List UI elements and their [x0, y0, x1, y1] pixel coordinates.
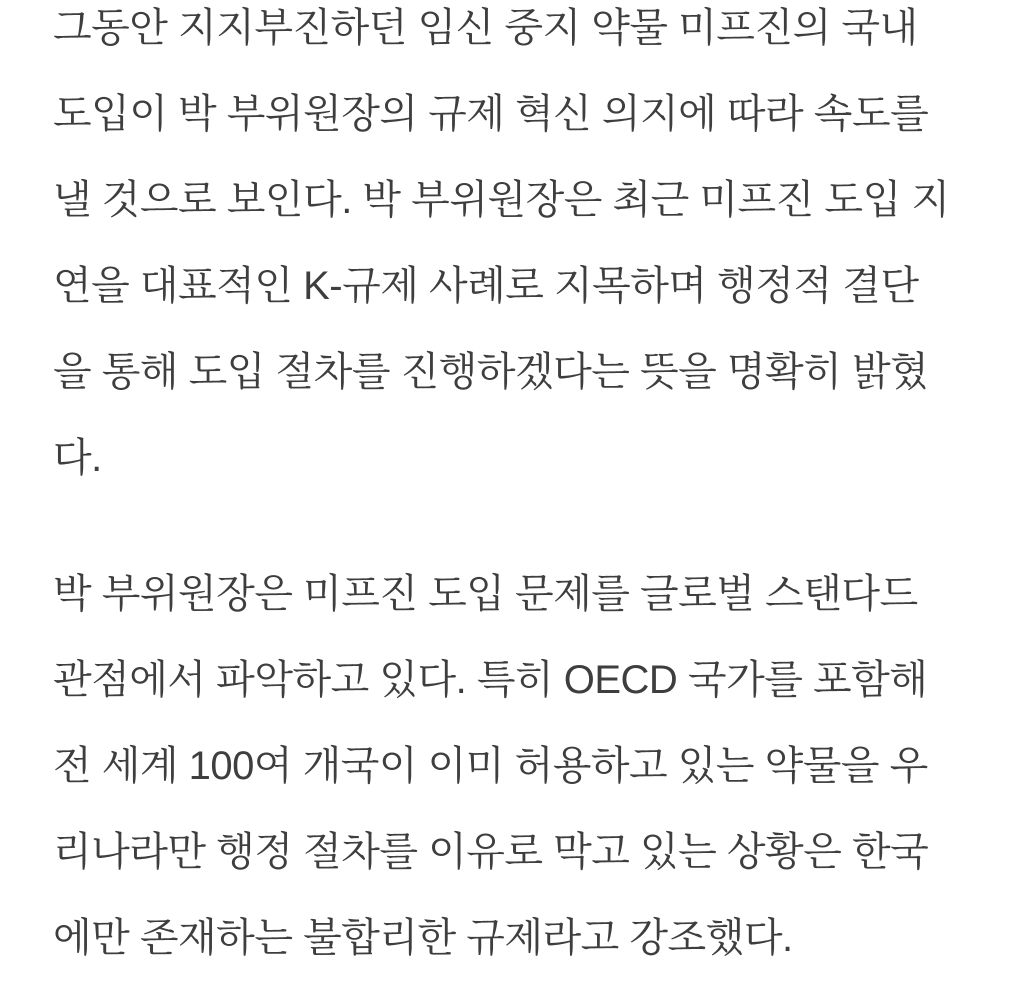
text-line: 을 통해 도입 절차를 진행하겠다는 뜻을 명확히 밝혔 [53, 350, 929, 394]
text-line: 박 부위원장은 미프진 도입 문제를 글로벌 스탠다드 [53, 572, 918, 616]
text-line: 다. [53, 436, 102, 480]
text-line: 에만 존재하는 불합리한 규제라고 강조했다. [53, 916, 793, 960]
article-paragraph-2 [53, 551, 988, 981]
text-line: 리나라만 행정 절차를 이유로 막고 있는 상황은 한국 [53, 830, 929, 874]
article-body [53, 0, 988, 981]
text-line: 그동안 지지부진하던 임신 중지 약물 미프진의 국내 [53, 6, 918, 50]
text-line: 관점에서 파악하고 있다. 특히 OECD 국가를 포함해 [53, 658, 928, 702]
article-paragraph-1 [53, 0, 988, 501]
text-line: 낼 것으로 보인다. 박 부위원장은 최근 미프진 도입 지 [53, 178, 950, 222]
text-line: 전 세계 100여 개국이 이미 허용하고 있는 약물을 우 [53, 744, 928, 788]
text-line: 연을 대표적인 K-규제 사례로 지목하며 행정적 결단 [53, 264, 919, 308]
text-line: 도입이 박 부위원장의 규제 혁신 의지에 따라 속도를 [53, 92, 929, 136]
